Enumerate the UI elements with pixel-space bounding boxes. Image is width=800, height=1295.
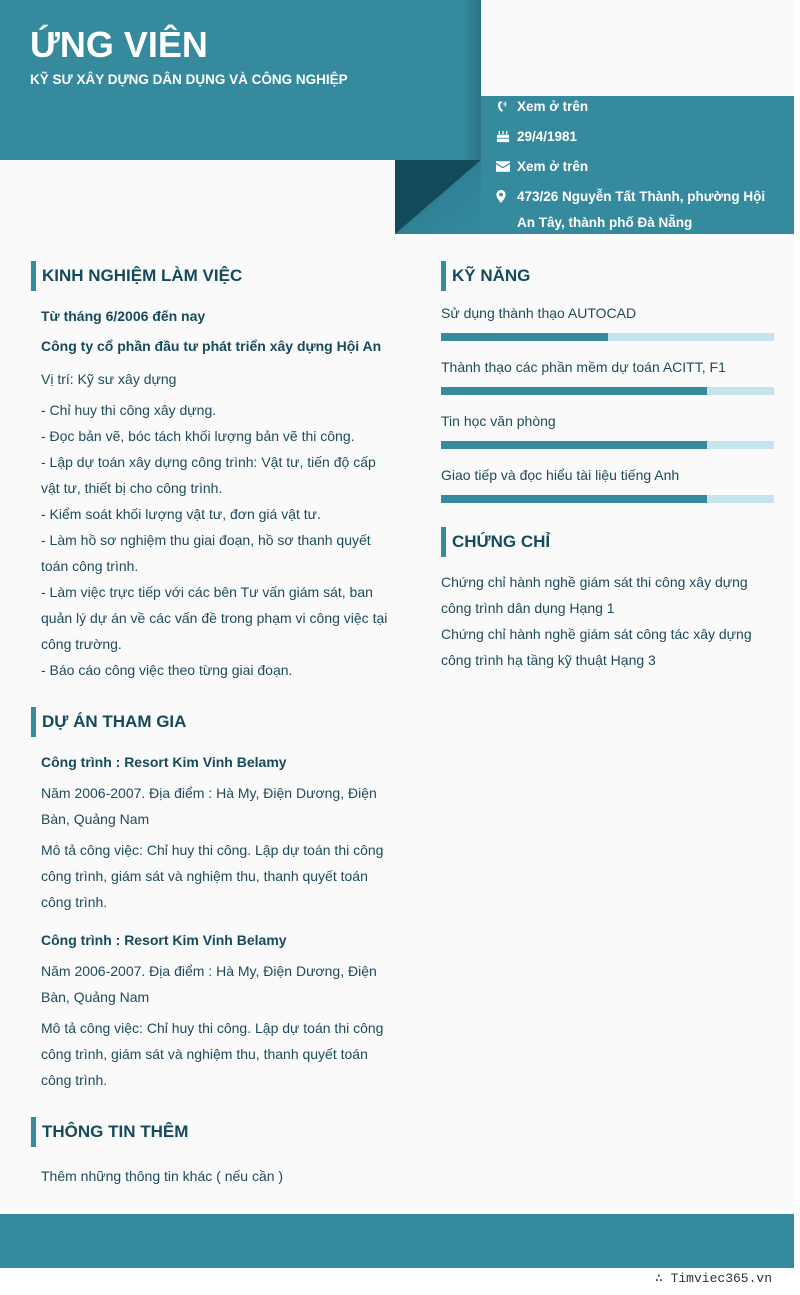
more-info-text: Thêm những thông tin khác ( nếu cần ) (41, 1168, 284, 1184)
contact-birthday-value: 29/4/1981 (517, 129, 578, 144)
skill-bar-fill (441, 495, 707, 503)
duty-item: - Chỉ huy thi công xây dựng. (41, 402, 217, 418)
candidate-name: ỨNG VIÊN (30, 24, 208, 65)
section-title-skills: KỸ NĂNG (441, 261, 774, 291)
contact-address (496, 184, 776, 236)
duty-item: - Làm việc trực tiếp với các bên Tư vấn giám sát, ban quản lý dự án về các vấn đề trong phạm vi công việc tại công trường. (41, 584, 388, 652)
skill-item (441, 303, 774, 341)
skill-label: Thành thạo các phần mềm dự toán ACITT, F1 (441, 359, 726, 375)
skill-item (441, 465, 774, 503)
skill-bar (441, 333, 774, 341)
more-info-block (31, 1163, 391, 1189)
project-info: Năm 2006-2007. Địa điểm : Hà My, Điện Dương, Điện Bàn, Quảng Nam (41, 785, 377, 827)
skill-list (441, 303, 774, 503)
left-column (31, 261, 391, 1189)
project-item (31, 747, 391, 915)
certificate-list (441, 569, 774, 673)
birthday-cake-icon (496, 125, 517, 147)
experience-period: Từ tháng 6/2006 đến nay (41, 308, 206, 324)
project-desc: Mô tả công việc: Chỉ huy thi công. Lập dự toán thi công công trình, giám sát và nghiệm thu, thanh quyết toán công trình. (41, 1020, 384, 1088)
skill-bar (441, 495, 774, 503)
duty-item: - Kiểm soát khối lượng vật tư, đơn giá vật tư. (41, 506, 321, 522)
section-title-projects: DỰ ÁN THAM GIA (31, 707, 391, 737)
contact-address-value (517, 184, 765, 236)
project-info: Năm 2006-2007. Địa điểm : Hà My, Điện Dương, Điện Bàn, Quảng Nam (41, 963, 377, 1005)
duty-item: - Lập dự toán xây dựng công trình: Vật tư, tiến độ cấp vật tư, thiết bị cho công trình. (41, 454, 376, 496)
contact-phone-value: Xem ở trên (517, 99, 589, 114)
duty-item: - Báo cáo công việc theo từng giai đoạn. (41, 662, 293, 678)
duty-list (41, 397, 391, 683)
section-title-certificates: CHỨNG CHỈ (441, 527, 774, 557)
job-title: KỸ SƯ XÂY DỰNG DÂN DỤNG VÀ CÔNG NGHIỆP (30, 72, 348, 87)
certificate-item: Chứng chỉ hành nghề giám sát công tác xây dựng công trình hạ tầng kỹ thuật Hạng 3 (441, 626, 752, 668)
contact-email-value: Xem ở trên (517, 159, 589, 174)
skill-bar-fill (441, 387, 707, 395)
contact-list (496, 94, 776, 240)
skill-item (441, 357, 774, 395)
contact-birthday (496, 124, 776, 150)
phone-volume-icon (496, 95, 517, 117)
footer-band (0, 1214, 794, 1268)
map-marker-icon (496, 185, 517, 207)
contact-email (496, 154, 776, 180)
header-banner (0, 0, 481, 160)
section-title-experience: KINH NGHIỆM LÀM VIỆC (31, 261, 391, 291)
duty-item: - Làm hồ sơ nghiệm thu giai đoạn, hồ sơ thanh quyết toán công trình. (41, 532, 371, 574)
project-desc: Mô tả công việc: Chỉ huy thi công. Lập dự toán thi công công trình, giám sát và nghiệm thu, thanh quyết toán công trình. (41, 842, 384, 910)
skill-label: Tin học văn phòng (441, 413, 556, 429)
skill-bar (441, 387, 774, 395)
skill-bar-fill (441, 441, 707, 449)
project-name: Công trình : Resort Kim Vinh Belamy (41, 754, 287, 770)
experience-block (31, 301, 391, 683)
right-column (441, 261, 774, 673)
address-line-2: An Tây, thành phố Đà Nẵng (517, 215, 693, 230)
skill-bar (441, 441, 774, 449)
contact-phone (496, 94, 776, 120)
duty-item: - Đọc bản vẽ, bóc tách khối lượng bản vẽ thi công. (41, 428, 355, 444)
skill-bar-fill (441, 333, 608, 341)
skill-label: Giao tiếp và đọc hiểu tài liệu tiếng Anh (441, 467, 680, 483)
skill-item (441, 411, 774, 449)
envelope-icon (496, 155, 517, 177)
skill-label: Sử dụng thành thạo AUTOCAD (441, 305, 637, 321)
watermark: ∴ Timviec365.vn (654, 1271, 772, 1286)
experience-company: Công ty cổ phần đầu tư phát triển xây dựng Hội An (41, 338, 382, 354)
address-line-1: 473/26 Nguyễn Tất Thành, phường Hội (517, 189, 766, 204)
certificate-item: Chứng chỉ hành nghề giám sát thi công xây dựng công trình dân dụng Hạng 1 (441, 574, 748, 616)
section-title-more-info: THÔNG TIN THÊM (31, 1117, 391, 1147)
experience-position: Vị trí: Kỹ sư xây dựng (41, 371, 177, 387)
project-name: Công trình : Resort Kim Vinh Belamy (41, 932, 287, 948)
project-item (31, 925, 391, 1093)
ribbon-fold (395, 160, 481, 234)
